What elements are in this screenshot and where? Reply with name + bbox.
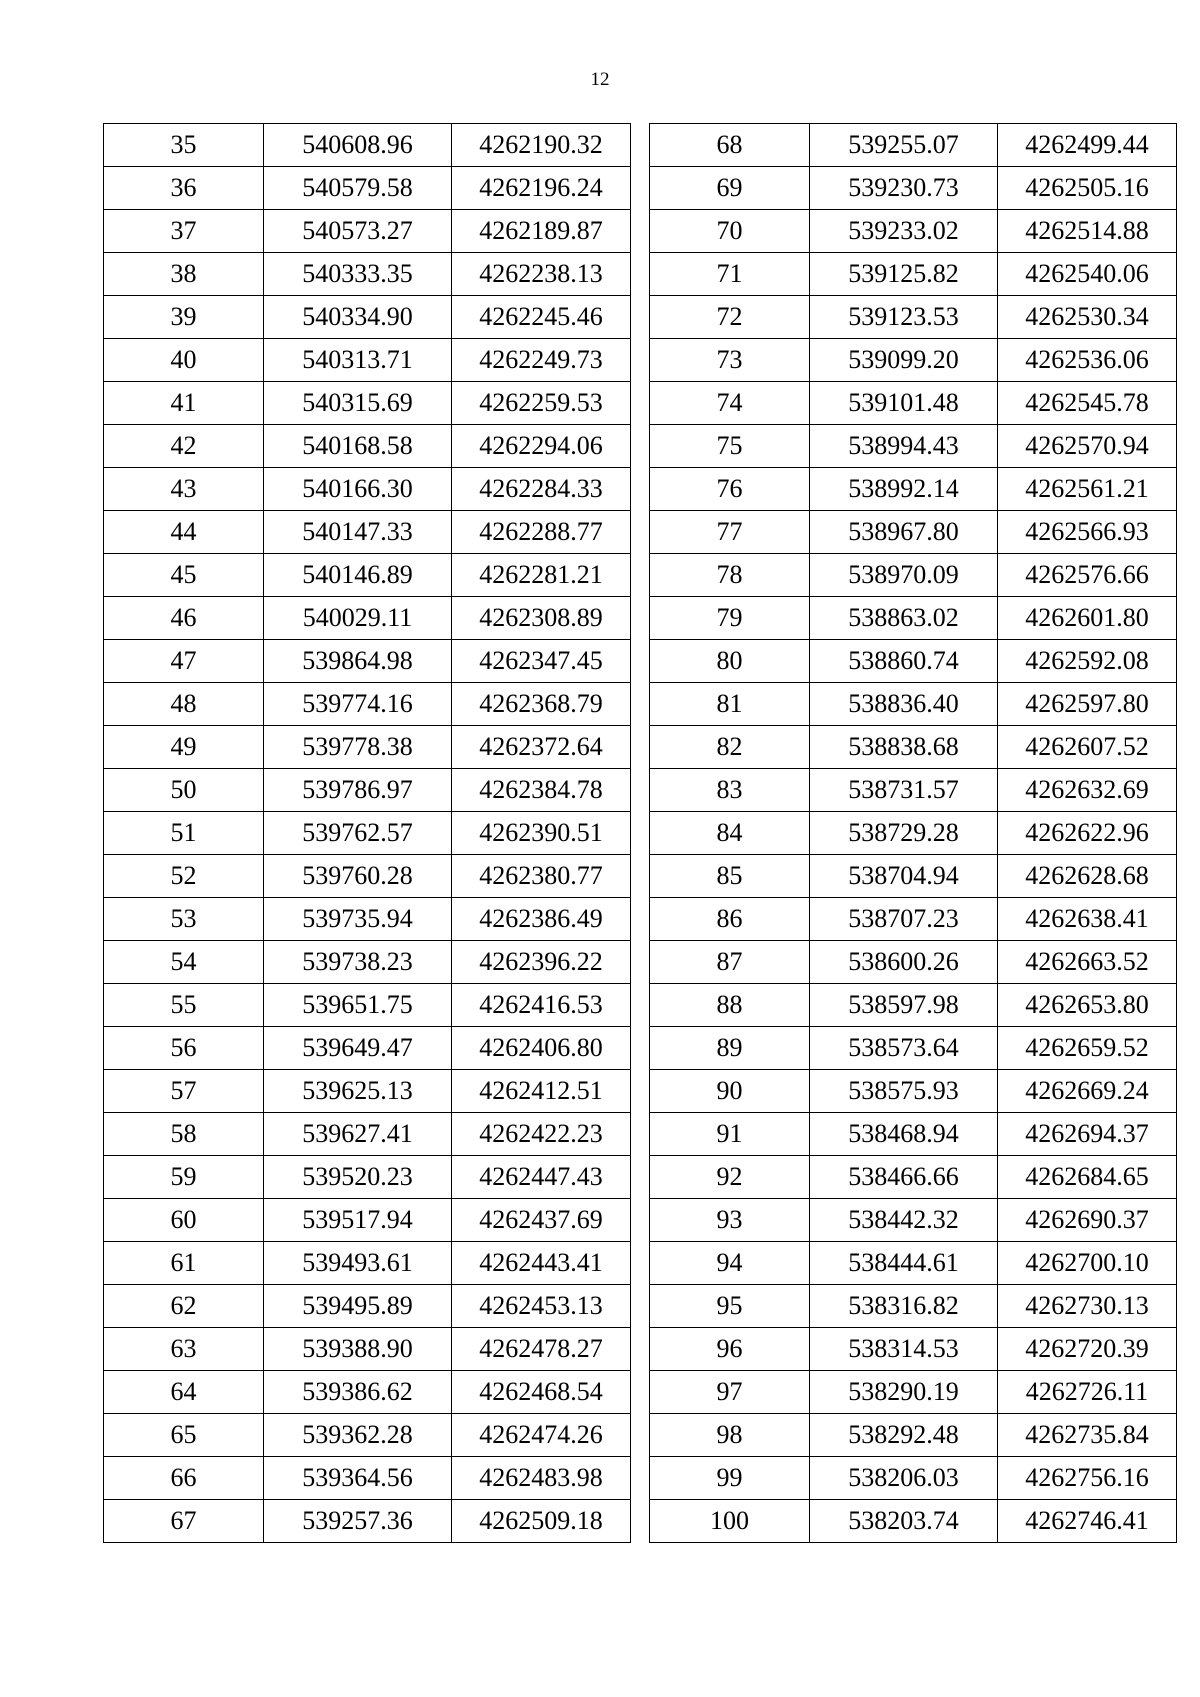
point-number-cell: 43 [104,468,264,511]
table-row [650,1328,1177,1371]
x-coordinate-cell: 540334.90 [264,296,452,339]
x-coordinate-cell: 539123.53 [810,296,998,339]
point-number-cell: 35 [104,124,264,167]
table-row [104,1285,631,1328]
point-number-cell: 59 [104,1156,264,1199]
x-coordinate-cell: 538970.09 [810,554,998,597]
table-row [104,425,631,468]
point-number-cell: 42 [104,425,264,468]
point-number-cell: 70 [650,210,810,253]
x-coordinate-cell: 539099.20 [810,339,998,382]
y-coordinate-cell: 4262380.77 [452,855,631,898]
table-row [104,296,631,339]
table-row [650,1500,1177,1543]
y-coordinate-cell: 4262386.49 [452,898,631,941]
y-coordinate-cell: 4262284.33 [452,468,631,511]
x-coordinate-cell: 539625.13 [264,1070,452,1113]
y-coordinate-cell: 4262196.24 [452,167,631,210]
table-row [104,1070,631,1113]
y-coordinate-cell: 4262700.10 [998,1242,1177,1285]
point-number-cell: 82 [650,726,810,769]
point-number-cell: 51 [104,812,264,855]
y-coordinate-cell: 4262720.39 [998,1328,1177,1371]
x-coordinate-cell: 539495.89 [264,1285,452,1328]
y-coordinate-cell: 4262530.34 [998,296,1177,339]
y-coordinate-cell: 4262592.08 [998,640,1177,683]
x-coordinate-cell: 538707.23 [810,898,998,941]
x-coordinate-cell: 538838.68 [810,726,998,769]
y-coordinate-cell: 4262238.13 [452,253,631,296]
x-coordinate-cell: 539517.94 [264,1199,452,1242]
x-coordinate-cell: 539651.75 [264,984,452,1027]
table-row [650,339,1177,382]
point-number-cell: 57 [104,1070,264,1113]
table-row [104,253,631,296]
point-number-cell: 55 [104,984,264,1027]
table-row [650,1371,1177,1414]
table-row [104,640,631,683]
x-coordinate-cell: 539233.02 [810,210,998,253]
point-number-cell: 77 [650,511,810,554]
table-row [104,1371,631,1414]
y-coordinate-cell: 4262628.68 [998,855,1177,898]
y-coordinate-cell: 4262622.96 [998,812,1177,855]
table-row [650,554,1177,597]
point-number-cell: 60 [104,1199,264,1242]
table-row [104,1500,631,1543]
x-coordinate-cell: 539778.38 [264,726,452,769]
point-number-cell: 49 [104,726,264,769]
point-number-cell: 79 [650,597,810,640]
y-coordinate-cell: 4262249.73 [452,339,631,382]
y-coordinate-cell: 4262308.89 [452,597,631,640]
point-number-cell: 65 [104,1414,264,1457]
x-coordinate-cell: 539649.47 [264,1027,452,1070]
table-row [104,339,631,382]
point-number-cell: 66 [104,1457,264,1500]
y-coordinate-cell: 4262190.32 [452,124,631,167]
point-number-cell: 78 [650,554,810,597]
y-coordinate-cell: 4262601.80 [998,597,1177,640]
x-coordinate-cell: 540315.69 [264,382,452,425]
x-coordinate-cell: 538444.61 [810,1242,998,1285]
x-coordinate-cell: 539627.41 [264,1113,452,1156]
table-row [104,1199,631,1242]
table-row [104,1027,631,1070]
y-coordinate-cell: 4262730.13 [998,1285,1177,1328]
point-number-cell: 37 [104,210,264,253]
table-row [650,941,1177,984]
y-coordinate-cell: 4262653.80 [998,984,1177,1027]
point-number-cell: 41 [104,382,264,425]
point-number-cell: 45 [104,554,264,597]
y-coordinate-cell: 4262443.41 [452,1242,631,1285]
x-coordinate-cell: 538573.64 [810,1027,998,1070]
x-coordinate-cell: 538600.26 [810,941,998,984]
table-row [650,167,1177,210]
y-coordinate-cell: 4262447.43 [452,1156,631,1199]
table-row [650,1457,1177,1500]
y-coordinate-cell: 4262746.41 [998,1500,1177,1543]
x-coordinate-cell: 538316.82 [810,1285,998,1328]
y-coordinate-cell: 4262735.84 [998,1414,1177,1457]
y-coordinate-cell: 4262390.51 [452,812,631,855]
y-coordinate-cell: 4262514.88 [998,210,1177,253]
x-coordinate-cell: 539257.36 [264,1500,452,1543]
point-number-cell: 93 [650,1199,810,1242]
table-row [650,898,1177,941]
table-row [104,210,631,253]
y-coordinate-cell: 4262684.65 [998,1156,1177,1199]
table-row [104,468,631,511]
x-coordinate-cell: 540573.27 [264,210,452,253]
table-row [104,898,631,941]
y-coordinate-cell: 4262281.21 [452,554,631,597]
table-row [650,1070,1177,1113]
y-coordinate-cell: 4262576.66 [998,554,1177,597]
x-coordinate-cell: 538206.03 [810,1457,998,1500]
point-number-cell: 97 [650,1371,810,1414]
x-coordinate-cell: 538466.66 [810,1156,998,1199]
y-coordinate-cell: 4262347.45 [452,640,631,683]
y-coordinate-cell: 4262726.11 [998,1371,1177,1414]
point-number-cell: 47 [104,640,264,683]
table-row [650,726,1177,769]
x-coordinate-cell: 539388.90 [264,1328,452,1371]
point-number-cell: 95 [650,1285,810,1328]
point-number-cell: 40 [104,339,264,382]
y-coordinate-cell: 4262570.94 [998,425,1177,468]
table-row [104,941,631,984]
x-coordinate-cell: 538729.28 [810,812,998,855]
x-coordinate-cell: 539255.07 [810,124,998,167]
x-coordinate-cell: 540333.35 [264,253,452,296]
y-coordinate-cell: 4262189.87 [452,210,631,253]
point-number-cell: 48 [104,683,264,726]
y-coordinate-cell: 4262478.27 [452,1328,631,1371]
x-coordinate-cell: 540313.71 [264,339,452,382]
point-number-cell: 72 [650,296,810,339]
point-number-cell: 56 [104,1027,264,1070]
point-number-cell: 69 [650,167,810,210]
table-row [650,296,1177,339]
point-number-cell: 44 [104,511,264,554]
point-number-cell: 54 [104,941,264,984]
coordinate-table-right [649,123,1177,1543]
y-coordinate-cell: 4262372.64 [452,726,631,769]
table-row [650,597,1177,640]
table-row [104,597,631,640]
table-row [104,1156,631,1199]
x-coordinate-cell: 538863.02 [810,597,998,640]
y-coordinate-cell: 4262536.06 [998,339,1177,382]
table-row [650,124,1177,167]
y-coordinate-cell: 4262294.06 [452,425,631,468]
y-coordinate-cell: 4262288.77 [452,511,631,554]
point-number-cell: 71 [650,253,810,296]
x-coordinate-cell: 538292.48 [810,1414,998,1457]
y-coordinate-cell: 4262509.18 [452,1500,631,1543]
table-row [104,124,631,167]
y-coordinate-cell: 4262669.24 [998,1070,1177,1113]
point-number-cell: 68 [650,124,810,167]
table-row [104,1328,631,1371]
table-row [650,253,1177,296]
x-coordinate-cell: 538203.74 [810,1500,998,1543]
point-number-cell: 88 [650,984,810,1027]
table-row [104,812,631,855]
table-row [650,1199,1177,1242]
table-row [104,726,631,769]
y-coordinate-cell: 4262756.16 [998,1457,1177,1500]
y-coordinate-cell: 4262597.80 [998,683,1177,726]
point-number-cell: 63 [104,1328,264,1371]
table-row [650,1414,1177,1457]
table-row [104,769,631,812]
table-row [104,1457,631,1500]
table-row [104,1242,631,1285]
page-number: 12 [590,69,610,90]
y-coordinate-cell: 4262259.53 [452,382,631,425]
point-number-cell: 84 [650,812,810,855]
point-number-cell: 89 [650,1027,810,1070]
x-coordinate-cell: 539735.94 [264,898,452,941]
x-coordinate-cell: 539520.23 [264,1156,452,1199]
x-coordinate-cell: 540579.58 [264,167,452,210]
table-row [104,1113,631,1156]
y-coordinate-cell: 4262694.37 [998,1113,1177,1156]
x-coordinate-cell: 539362.28 [264,1414,452,1457]
x-coordinate-cell: 540147.33 [264,511,452,554]
y-coordinate-cell: 4262422.23 [452,1113,631,1156]
y-coordinate-cell: 4262505.16 [998,167,1177,210]
x-coordinate-cell: 539101.48 [810,382,998,425]
point-number-cell: 64 [104,1371,264,1414]
point-number-cell: 86 [650,898,810,941]
y-coordinate-cell: 4262245.46 [452,296,631,339]
table-row [650,1285,1177,1328]
point-number-cell: 99 [650,1457,810,1500]
point-number-cell: 36 [104,167,264,210]
table-row [650,855,1177,898]
x-coordinate-cell: 540146.89 [264,554,452,597]
point-number-cell: 87 [650,941,810,984]
point-number-cell: 53 [104,898,264,941]
point-number-cell: 67 [104,1500,264,1543]
point-number-cell: 58 [104,1113,264,1156]
y-coordinate-cell: 4262659.52 [998,1027,1177,1070]
point-number-cell: 52 [104,855,264,898]
table-row [650,425,1177,468]
x-coordinate-cell: 539230.73 [810,167,998,210]
point-number-cell: 85 [650,855,810,898]
table-row [650,984,1177,1027]
point-number-cell: 39 [104,296,264,339]
point-number-cell: 80 [650,640,810,683]
x-coordinate-cell: 539364.56 [264,1457,452,1500]
x-coordinate-cell: 539762.57 [264,812,452,855]
point-number-cell: 62 [104,1285,264,1328]
table-row [650,511,1177,554]
table-row [650,1156,1177,1199]
y-coordinate-cell: 4262406.80 [452,1027,631,1070]
point-number-cell: 100 [650,1500,810,1543]
point-number-cell: 98 [650,1414,810,1457]
table-row [104,1414,631,1457]
y-coordinate-cell: 4262690.37 [998,1199,1177,1242]
x-coordinate-cell: 538704.94 [810,855,998,898]
table-row [104,855,631,898]
point-number-cell: 46 [104,597,264,640]
x-coordinate-cell: 539125.82 [810,253,998,296]
table-row [650,1027,1177,1070]
point-number-cell: 76 [650,468,810,511]
y-coordinate-cell: 4262540.06 [998,253,1177,296]
table-row [650,1242,1177,1285]
x-coordinate-cell: 538992.14 [810,468,998,511]
coordinate-table-left [103,123,631,1543]
point-number-cell: 73 [650,339,810,382]
y-coordinate-cell: 4262499.44 [998,124,1177,167]
y-coordinate-cell: 4262384.78 [452,769,631,812]
y-coordinate-cell: 4262416.53 [452,984,631,1027]
point-number-cell: 91 [650,1113,810,1156]
y-coordinate-cell: 4262368.79 [452,683,631,726]
table-row [650,640,1177,683]
x-coordinate-cell: 540608.96 [264,124,452,167]
y-coordinate-cell: 4262474.26 [452,1414,631,1457]
point-number-cell: 90 [650,1070,810,1113]
x-coordinate-cell: 538468.94 [810,1113,998,1156]
x-coordinate-cell: 539760.28 [264,855,452,898]
point-number-cell: 81 [650,683,810,726]
point-number-cell: 92 [650,1156,810,1199]
point-number-cell: 74 [650,382,810,425]
x-coordinate-cell: 538860.74 [810,640,998,683]
x-coordinate-cell: 539786.97 [264,769,452,812]
table-row [650,769,1177,812]
table-row [104,382,631,425]
x-coordinate-cell: 540166.30 [264,468,452,511]
x-coordinate-cell: 538575.93 [810,1070,998,1113]
x-coordinate-cell: 538994.43 [810,425,998,468]
point-number-cell: 96 [650,1328,810,1371]
table-row [104,167,631,210]
y-coordinate-cell: 4262638.41 [998,898,1177,941]
y-coordinate-cell: 4262453.13 [452,1285,631,1328]
point-number-cell: 38 [104,253,264,296]
x-coordinate-cell: 540029.11 [264,597,452,640]
table-row [650,468,1177,511]
table-row [104,511,631,554]
point-number-cell: 83 [650,769,810,812]
y-coordinate-cell: 4262468.54 [452,1371,631,1414]
y-coordinate-cell: 4262437.69 [452,1199,631,1242]
x-coordinate-cell: 538967.80 [810,511,998,554]
y-coordinate-cell: 4262561.21 [998,468,1177,511]
y-coordinate-cell: 4262632.69 [998,769,1177,812]
table-row [650,812,1177,855]
x-coordinate-cell: 538731.57 [810,769,998,812]
coordinate-table-body [650,124,1177,1543]
x-coordinate-cell: 538314.53 [810,1328,998,1371]
y-coordinate-cell: 4262607.52 [998,726,1177,769]
x-coordinate-cell: 538290.19 [810,1371,998,1414]
table-row [650,683,1177,726]
x-coordinate-cell: 539738.23 [264,941,452,984]
point-number-cell: 61 [104,1242,264,1285]
x-coordinate-cell: 538442.32 [810,1199,998,1242]
point-number-cell: 94 [650,1242,810,1285]
y-coordinate-cell: 4262663.52 [998,941,1177,984]
table-row [650,1113,1177,1156]
x-coordinate-cell: 539386.62 [264,1371,452,1414]
x-coordinate-cell: 538597.98 [810,984,998,1027]
x-coordinate-cell: 539493.61 [264,1242,452,1285]
x-coordinate-cell: 540168.58 [264,425,452,468]
y-coordinate-cell: 4262545.78 [998,382,1177,425]
table-row [650,382,1177,425]
point-number-cell: 75 [650,425,810,468]
coordinate-table-body [104,124,631,1543]
y-coordinate-cell: 4262566.93 [998,511,1177,554]
x-coordinate-cell: 539774.16 [264,683,452,726]
y-coordinate-cell: 4262412.51 [452,1070,631,1113]
table-row [650,210,1177,253]
table-row [104,984,631,1027]
y-coordinate-cell: 4262396.22 [452,941,631,984]
point-number-cell: 50 [104,769,264,812]
x-coordinate-cell: 538836.40 [810,683,998,726]
table-row [104,683,631,726]
y-coordinate-cell: 4262483.98 [452,1457,631,1500]
table-row [104,554,631,597]
x-coordinate-cell: 539864.98 [264,640,452,683]
